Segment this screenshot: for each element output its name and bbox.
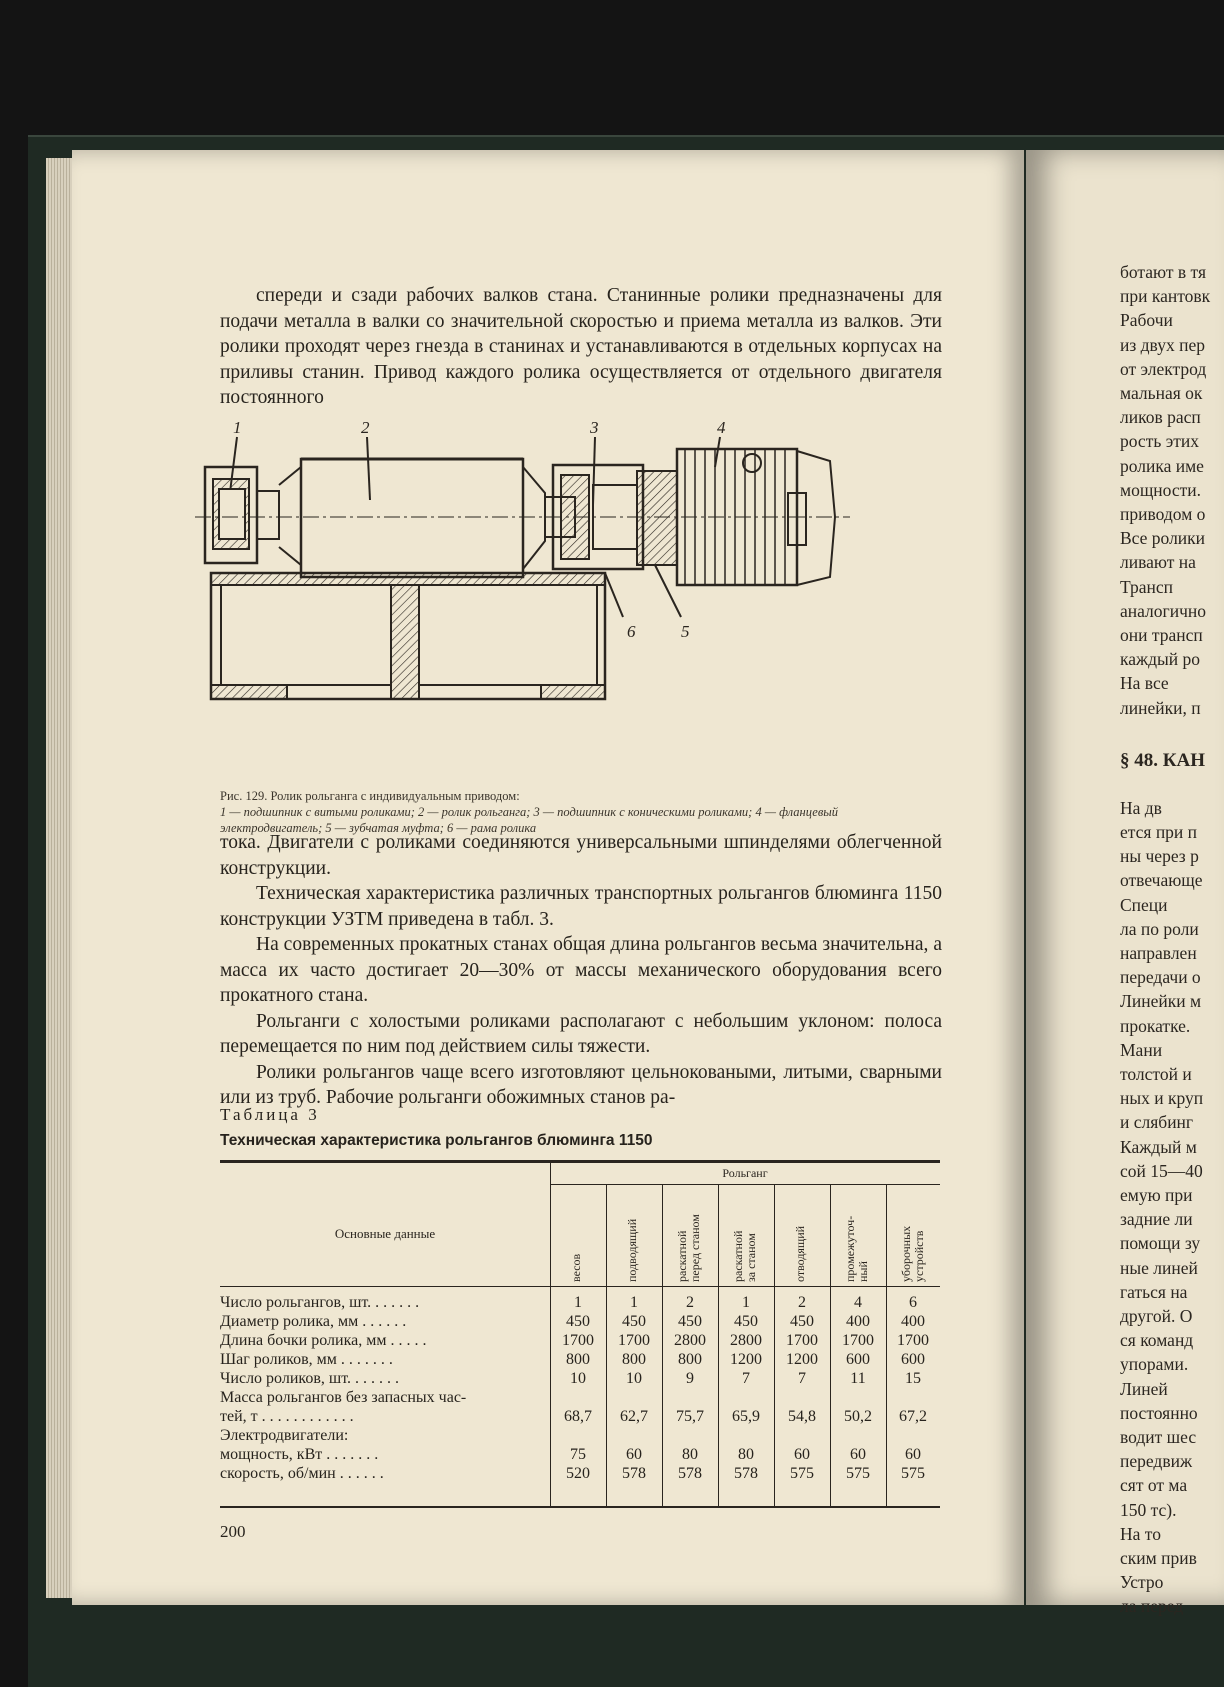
table-caption: Таблица 3 [220, 1105, 320, 1124]
table-header-group: Рольганг [722, 1166, 768, 1180]
table-cell: 400 [901, 1313, 925, 1330]
right-page-line: водит шес [1120, 1427, 1197, 1447]
table-cell: 2800 [730, 1332, 762, 1349]
col-header-7: уборочных устройств [899, 1225, 926, 1282]
right-page-line: Мани [1120, 1039, 1163, 1060]
right-page-line: ботают в тя [1120, 262, 1207, 282]
table-cell: 578 [622, 1465, 646, 1482]
right-page-line: ролика име [1120, 455, 1204, 476]
paragraph-top [220, 283, 942, 411]
row-label: мощность, кВт . . . . . . . [220, 1446, 379, 1463]
table-cell: 80 [738, 1446, 754, 1463]
table-cell: 520 [566, 1465, 590, 1482]
right-page-line: линейки, п [1120, 697, 1201, 718]
right-page-line: § 48. КАН [1120, 749, 1206, 771]
table-cell: 75,7 [676, 1408, 704, 1425]
callout-4: 4 [717, 418, 726, 437]
right-page-line: мощности. [1120, 479, 1202, 500]
table-row [220, 1294, 940, 1312]
paragraph-1: тока. Двигатели с роликами соединяются универсальными шпинделями облегченной конструкции. [220, 832, 942, 879]
table-cell: 68,7 [564, 1408, 592, 1425]
table-cell: 54,8 [788, 1408, 816, 1425]
right-page-line: ливают на [1120, 552, 1196, 573]
table-bottom-rule [220, 1506, 940, 1508]
right-page-line: Трансп [1120, 576, 1174, 597]
table-cell: 10 [626, 1370, 642, 1387]
right-page-line: Линейки м [1120, 991, 1202, 1012]
table-cell: 6 [909, 1294, 917, 1311]
right-page-line: гаться на [1120, 1281, 1188, 1302]
table-cell: 1700 [786, 1332, 818, 1349]
table-cell: 65,9 [732, 1408, 760, 1425]
right-page-line: Каждый м [1120, 1136, 1197, 1157]
table-cell: 600 [846, 1351, 870, 1368]
table-cell: 2 [798, 1294, 806, 1311]
right-page-line: емую при [1120, 1185, 1193, 1205]
col-header-6: промежуточ- ный [843, 1215, 870, 1282]
table-cell: 11 [850, 1370, 866, 1387]
table-cell: 4 [854, 1294, 862, 1311]
right-page-line: помощи зу [1120, 1233, 1201, 1254]
table-cell: 450 [622, 1313, 646, 1330]
table-cell: 800 [622, 1351, 646, 1368]
paragraph-2: Техническая характеристика различных транспортных рольгангов блюминга 1150 конструкции УЗТМ приведена в табл. 3. [220, 883, 942, 930]
right-page-line: направлен [1120, 943, 1197, 963]
table-cell: 60 [794, 1446, 810, 1463]
table-row [220, 1351, 940, 1369]
table-cell: 50,2 [844, 1408, 872, 1425]
table-header-main: Основные данные [334, 1226, 436, 1241]
table-row [220, 1332, 940, 1350]
right-page-line: ла по роли [1120, 918, 1199, 939]
col-header-2: подводящий [625, 1218, 639, 1282]
table-row [220, 1313, 940, 1331]
table-cell: 450 [790, 1313, 814, 1330]
right-page-line: отвечающе [1120, 870, 1203, 891]
table-cell: 1700 [562, 1332, 594, 1349]
table-cell: 575 [846, 1465, 870, 1482]
col-header-4: раскатной за станом [731, 1230, 758, 1282]
right-page-line: сой 15—40 [1120, 1160, 1203, 1181]
row-label: Число рольгангов, шт. . . . . . . [220, 1294, 420, 1311]
caption-title: Рис. 129. Ролик рольганга с индивидуальным приводом: [220, 789, 520, 803]
table-cell: 1200 [730, 1351, 762, 1368]
row-label: Длина бочки ролика, мм . . . . . [220, 1332, 427, 1349]
table-row [220, 1427, 940, 1445]
right-page-line: ликов расп [1120, 407, 1201, 428]
right-page-line: из двух пер [1120, 334, 1205, 355]
table-cell: 578 [734, 1465, 758, 1482]
right-page-line: На все [1120, 673, 1169, 694]
right-page-line: постоянно [1120, 1402, 1198, 1423]
table-cell: 800 [566, 1351, 590, 1368]
table-cell: 15 [905, 1370, 921, 1387]
table-cell: 1700 [897, 1332, 929, 1349]
table-group-rule [550, 1184, 940, 1185]
right-page-line: и слябинг [1120, 1112, 1194, 1133]
table-row [220, 1465, 940, 1483]
right-page-line: задние ли [1120, 1209, 1193, 1230]
table-cell: 7 [798, 1370, 806, 1387]
callout-3: 3 [590, 418, 599, 437]
table-row [220, 1370, 940, 1388]
table-cell: 10 [570, 1370, 586, 1387]
table-cell: 1 [742, 1294, 750, 1311]
right-page-line: передвиж [1120, 1451, 1193, 1472]
right-page-line: Специ [1120, 894, 1168, 915]
paragraphs-main [220, 830, 942, 1111]
right-page [1026, 150, 1224, 1617]
paragraph-4: Рольганги с холостыми роликами располагают с небольшим уклоном: полоса перемещается по ним под действием силы тяжести. [220, 1010, 942, 1057]
right-page-line: На то [1120, 1523, 1161, 1544]
right-page-line: сят от ма [1120, 1475, 1188, 1496]
table-cell: 800 [678, 1351, 702, 1368]
table-cell: 1 [574, 1294, 582, 1311]
right-page-line: каждый ро [1120, 649, 1200, 670]
right-page-line: толстой и [1120, 1064, 1192, 1084]
table-title: Техническая характеристика рольгангов блюминга 1150 [220, 1132, 653, 1149]
page-number: 200 [220, 1522, 246, 1541]
table-cell: 1 [630, 1294, 638, 1311]
right-page-line: ны через р [1120, 846, 1199, 867]
right-page-line: от электрод [1120, 358, 1207, 379]
table-cell: 62,7 [620, 1408, 648, 1425]
right-page-line: 150 тс). [1120, 1499, 1177, 1520]
col-header-3: раскатной перед станом [675, 1214, 702, 1282]
right-page-line: другой. О [1120, 1306, 1193, 1326]
table-row [220, 1408, 940, 1426]
row-label: Шаг роликов, мм . . . . . . . [220, 1351, 393, 1368]
table-cell: 450 [678, 1313, 702, 1330]
right-page-line: при кантовк [1120, 286, 1211, 307]
row-label: Диаметр ролика, мм . . . . . . [220, 1313, 407, 1330]
right-page-line: Линей [1120, 1378, 1168, 1399]
table-top-rule [220, 1160, 940, 1163]
right-page-line: ским прив [1120, 1548, 1197, 1568]
table-cell: 9 [686, 1370, 694, 1387]
right-page-line: передачи о [1120, 967, 1201, 988]
right-page-line: рость этих [1120, 431, 1199, 452]
table-row [220, 1389, 940, 1407]
table-cell: 575 [901, 1465, 925, 1482]
callout-5: 5 [681, 622, 690, 641]
table-cell: 600 [901, 1351, 925, 1368]
table-cell: 2800 [674, 1332, 706, 1349]
right-page-line: Все ролики [1120, 528, 1206, 549]
row-label: Масса рольгангов без запасных час- [220, 1389, 467, 1406]
table-cell: 2 [686, 1294, 694, 1311]
figure-caption [220, 788, 940, 836]
table-cell: 450 [566, 1313, 590, 1330]
right-page-line: На дв [1120, 797, 1162, 818]
right-page-line: Рабочи [1120, 310, 1173, 331]
table-cell: 80 [682, 1446, 698, 1463]
row-label: скорость, об/мин . . . . . . [220, 1465, 384, 1482]
table-cell: 450 [734, 1313, 758, 1330]
table-cell: 1700 [618, 1332, 650, 1349]
col-header-5: отводящий [793, 1225, 807, 1282]
roller-drive-drawing [205, 418, 925, 765]
table-cell: 67,2 [899, 1408, 927, 1425]
right-page-line: они трансп [1120, 625, 1203, 645]
table-cell: 60 [905, 1446, 921, 1463]
table-cell: 60 [850, 1446, 866, 1463]
row-label: тей, т . . . . . . . . . . . . [220, 1408, 354, 1425]
right-page-line: ется при п [1120, 822, 1198, 842]
table-cell: 75 [570, 1446, 586, 1463]
table-row [220, 1446, 940, 1464]
row-label: Число роликов, шт. . . . . . . [220, 1370, 400, 1387]
paragraph-3: На современных прокатных станах общая длина рольгангов весьма значительна, а масса их часто достигает 20—30% от массы механического оборудования всего прокатного стана. [220, 934, 942, 1006]
table-cell: 1200 [786, 1351, 818, 1368]
right-page-line: аналогично [1120, 600, 1206, 621]
row-label: Электродвигатели: [220, 1427, 349, 1444]
right-page-line: ных и круп [1120, 1088, 1204, 1109]
callout-6: 6 [627, 622, 636, 641]
caption-legend: 1 — подшипник с витыми роликами; 2 — ролик рольганга; 3 — подшипник с коническими роликами; 4 — фланцевый электродвигатель; 5 — зубчатая муфта; 6 — рама ролика [220, 805, 838, 835]
right-page-line: ся команд [1120, 1330, 1194, 1351]
table-cell: 578 [678, 1465, 702, 1482]
table-cell: 575 [790, 1465, 814, 1482]
callout-1: 1 [233, 418, 242, 437]
col-header-1: весов [569, 1253, 583, 1282]
table-cell: 400 [846, 1313, 870, 1330]
right-page-line: мальная ок [1120, 383, 1203, 403]
table-cell: 7 [742, 1370, 750, 1387]
right-page-line: ла перед [1120, 1596, 1184, 1617]
callout-2: 2 [361, 418, 370, 437]
right-page-line: приводом о [1120, 504, 1206, 524]
right-page-line: прокатке. [1120, 1015, 1191, 1036]
right-page-line: ные линей [1120, 1257, 1198, 1278]
paragraph-5: Ролики рольгангов чаще всего изготовляют цельноковаными, литыми, сварными или из труб. Рабочие рольганги обожимных станов ра- [220, 1061, 942, 1108]
table-head-rule [220, 1286, 940, 1287]
right-page-line: Устро [1120, 1572, 1164, 1593]
right-page-line: упорами. [1120, 1354, 1189, 1375]
table-cell: 1700 [842, 1332, 874, 1349]
paragraph-top-text: спереди и сзади рабочих валков стана. Станинные ролики предназначены для подачи металла в валки со значительной скоростью и приема металла из валков. Эти ролики проходят через гнезда в станинах и устанавливаются в отдельных корпусах на приливы станин. Привод каждого ролика осуществляется от отдельного двигателя постоянного [220, 285, 942, 408]
table-cell: 60 [626, 1446, 642, 1463]
